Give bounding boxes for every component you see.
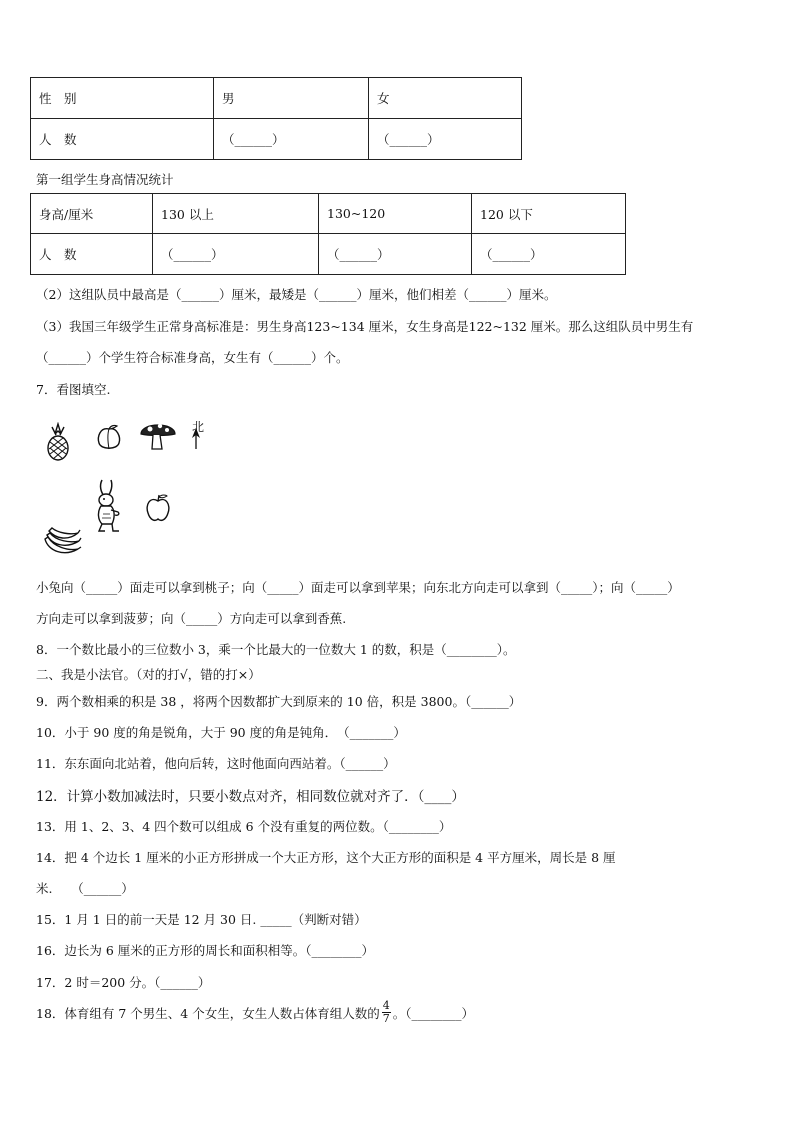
range-130-120-blank[interactable]: （______） [319, 234, 472, 275]
question-6-3-line1: （3）我国三年级学生正常身高标准是：男生身高123~134 厘米，女生身高是122~132 厘米。那么这组队员中男生有 [36, 319, 694, 334]
question-15: 15．1 月 1 日的前一天是 12 月 30 日. _____（判断对错） [36, 912, 367, 927]
question-18 [36, 1000, 474, 1025]
question-17: 17．2 时＝200 分。（______） [36, 975, 211, 990]
question-7-fill-line1: 小兔向（_____）面走可以拿到桃子；向（_____）面走可以拿到苹果；向东北方向走可以拿到（_____）；向（_____） [36, 580, 680, 595]
banana-icon [42, 525, 82, 559]
header-male: 男 [214, 78, 369, 119]
question-16: 16．边长为 6 厘米的正方形的周长和面积相等。（________） [36, 943, 375, 958]
header-130-120: 130~120 [319, 194, 472, 234]
north-label: 北 [192, 420, 205, 434]
label-count: 人 数 [31, 119, 214, 160]
header-height: 身高/厘米 [31, 194, 153, 234]
question-12: 12．计算小数加减法时，只要小数点对齐，相同数位就对齐了．（____） [36, 789, 465, 805]
header-above-130: 130 以上 [153, 194, 319, 234]
pineapple-icon [45, 422, 71, 462]
section-2-heading: 二、我是小法官。（对的打√，错的打×） [36, 667, 261, 682]
fraction-denominator: 7 [382, 1012, 390, 1025]
question-9: 9．两个数相乘的积是 38 ，将两个因数都扩大到原来的 10 倍，积是 3800。（______） [36, 694, 522, 709]
question-14-line1: 14．把 4 个边长 1 厘米的小正方形拼成一个大正方形，这个大正方形的面积是 4 平方厘米，周长是 8 厘 [36, 850, 616, 865]
mushroom-icon [138, 418, 178, 452]
question-11: 11．东东面向北站着，他向后转，这时他面向西站着。（______） [36, 756, 396, 771]
female-count-blank[interactable]: （______） [369, 119, 522, 160]
male-count-blank[interactable]: （______） [214, 119, 369, 160]
height-stats-table [30, 193, 626, 275]
question-18-text: 18．体育组有 7 个男生、4 个女生，女生人数占体育组人数的 [36, 1005, 380, 1021]
question-14-line2: 米. （______） [36, 881, 134, 896]
question-8: 8．一个数比最小的三位数小 3，乘一个比最大的一位数大 1 的数，积是（________）。 [36, 642, 516, 657]
question-10: 10．小于 90 度的角是锐角，大于 90 度的角是钝角． （_______） [36, 725, 406, 740]
label-count-2: 人 数 [31, 234, 153, 275]
header-below-120: 120 以下 [472, 194, 626, 234]
header-gender: 性 别 [31, 78, 214, 119]
question-7-fill-line2: 方向走可以拿到菠萝；向（_____）方向走可以拿到香蕉. [36, 611, 347, 626]
question-18-blank: 。（________） [392, 1005, 474, 1021]
fraction-four-sevenths [382, 1000, 391, 1025]
header-female: 女 [369, 78, 522, 119]
gender-count-table [30, 77, 522, 160]
below-120-blank[interactable]: （______） [472, 234, 626, 275]
question-7-title: 7．看图填空. [36, 382, 111, 397]
above-130-blank[interactable]: （______） [153, 234, 319, 275]
apple-icon [144, 493, 172, 523]
peach-icon [95, 423, 123, 453]
question-13: 13．用 1、2、3、4 四个数可以组成 6 个没有重复的两位数。（________） [36, 819, 452, 834]
question-6-2: （2）这组队员中最高是（______）厘米，最矮是（______）厘米，他们相差（______）厘米。 [36, 287, 557, 302]
rabbit-icon [93, 478, 123, 534]
question-6-3-line2: （______）个学生符合标准身高，女生有（______）个。 [36, 350, 349, 365]
table2-caption: 第一组学生身高情况统计 [36, 172, 174, 187]
fraction-numerator: 4 [382, 999, 390, 1012]
